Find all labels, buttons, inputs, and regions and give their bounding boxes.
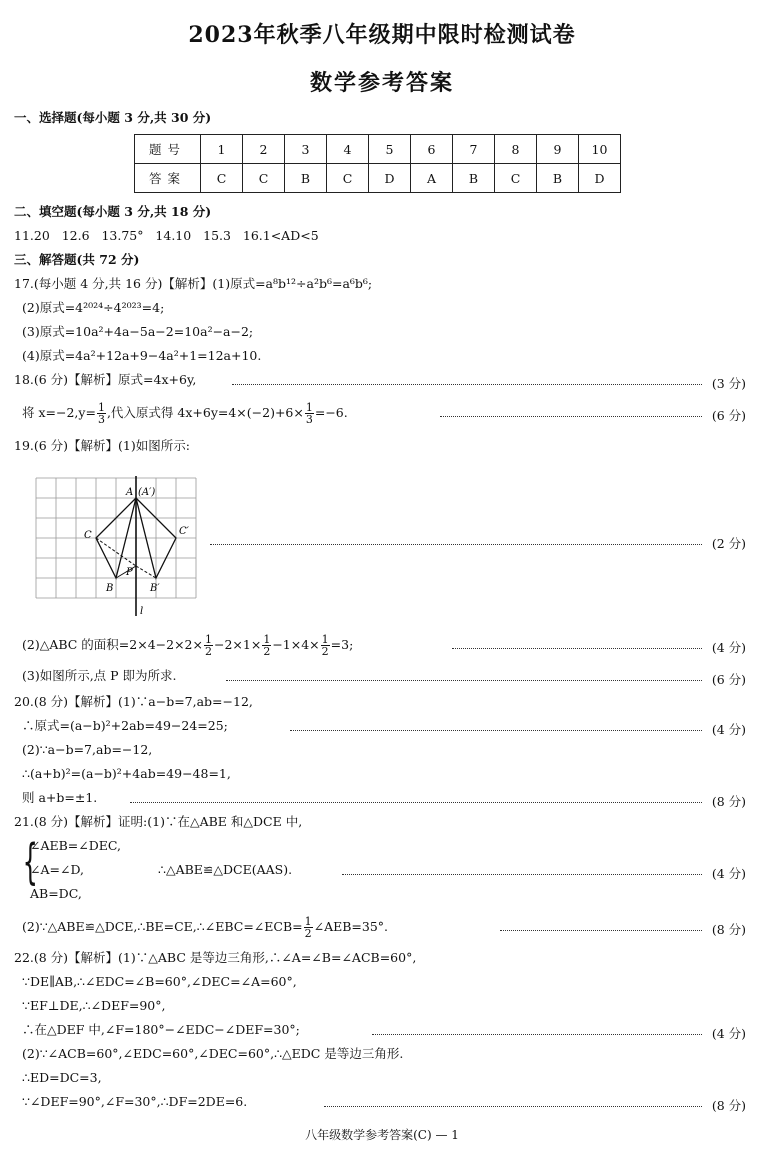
page-subtitle: 数学参考答案 bbox=[309, 70, 454, 96]
fraction-one-half bbox=[204, 634, 213, 657]
q17-line1: 17.(每小题 4 分,共 16 分)【解析】(1)原式=a⁸b¹²÷a²b⁶=a⁶b⁶; bbox=[14, 276, 373, 291]
dotted-leader bbox=[290, 730, 702, 731]
fraction-numerator: 1 bbox=[204, 633, 212, 646]
fraction-denominator: 2 bbox=[321, 645, 329, 658]
q21-line2 bbox=[22, 916, 388, 939]
q22-line1: 22.(8 分)【解析】(1)∵△ABC 是等边三角形,∴∠A=∠B=∠ACB=60°, bbox=[14, 950, 417, 965]
score-marker: (4 分) bbox=[711, 722, 746, 737]
fraction-denominator: 3 bbox=[97, 413, 105, 426]
question-number-cell: 5 bbox=[369, 135, 411, 164]
score-marker: (6 分) bbox=[711, 672, 746, 687]
q22-line6: ∴ED=DC=3, bbox=[22, 1070, 102, 1085]
q17-line3: (3)原式=10a²+4a−5a−2=10a²−a−2; bbox=[22, 324, 254, 339]
fraction-one-half bbox=[321, 634, 330, 657]
fraction-one-half bbox=[304, 916, 313, 939]
label-a-prime: (A′) bbox=[138, 487, 156, 498]
answer-cell: C bbox=[243, 164, 285, 193]
answer-cell: B bbox=[537, 164, 579, 193]
score-marker: (8 分) bbox=[711, 922, 746, 937]
table-header-cell: 答案 bbox=[135, 164, 201, 193]
section2-title: 二、填空题(每小题 3 分,共 18 分) bbox=[14, 204, 212, 219]
dotted-leader bbox=[226, 680, 702, 681]
q20-line1: 20.(8 分)【解析】(1)∵a−b=7,ab=−12, bbox=[14, 694, 253, 709]
q18-line2-part-b: ,代入原式得 4x+6y=4×(−2)+6× bbox=[106, 405, 304, 420]
q20-line3: (2)∵a−b=7,ab=−12, bbox=[22, 742, 153, 757]
question-number-cell: 3 bbox=[285, 135, 327, 164]
fraction-denominator: 2 bbox=[304, 927, 312, 940]
dotted-leader bbox=[342, 874, 702, 875]
q21-line2-part-a: (2)∵△ABE≌△DCE,∴BE=CE,∴∠EBC=∠ECB= bbox=[22, 919, 303, 934]
dotted-leader bbox=[210, 544, 702, 545]
q17-line4: (4)原式=4a²+12a+9−4a²+1=12a+10. bbox=[22, 348, 262, 363]
q21-condition-1: ∠AEB=∠DEC, bbox=[30, 838, 121, 853]
dotted-leader bbox=[452, 648, 702, 649]
q18-line2-part-c: =−6. bbox=[314, 405, 348, 420]
q21-condition-3: AB=DC, bbox=[30, 886, 82, 901]
question-number-cell: 8 bbox=[495, 135, 537, 164]
page-title: 2023年秋季八年级期中限时检测试卷 bbox=[188, 22, 576, 48]
label-l: l bbox=[140, 606, 144, 617]
table-row bbox=[135, 135, 621, 164]
fill-blank-answers: 11.20 12.6 13.75° 14.10 15.3 16.1<AD<5 bbox=[14, 228, 319, 243]
q21-line2-part-b: ∠AEB=35°. bbox=[313, 919, 389, 934]
label-a: A bbox=[126, 487, 134, 498]
q19-line2-part-c: −1×4× bbox=[272, 637, 320, 652]
fraction-denominator: 3 bbox=[305, 413, 313, 426]
q22-line2: ∵DE∥AB,∴∠EDC=∠B=60°,∠DEC=∠A=60°, bbox=[22, 974, 297, 989]
dotted-leader bbox=[372, 1034, 702, 1035]
table-header-cell: 题号 bbox=[135, 135, 201, 164]
answer-cell: B bbox=[453, 164, 495, 193]
question-number-cell: 4 bbox=[327, 135, 369, 164]
system-brace-icon: { bbox=[22, 834, 38, 890]
q21-line1: 21.(8 分)【解析】证明:(1)∵在△ABE 和△DCE 中, bbox=[14, 814, 303, 829]
fraction-one-third bbox=[97, 402, 106, 425]
question-number-cell: 6 bbox=[411, 135, 453, 164]
section1-title: 一、选择题(每小题 3 分,共 30 分) bbox=[14, 110, 212, 125]
label-b: B bbox=[106, 583, 114, 594]
dotted-leader bbox=[500, 930, 702, 931]
q20-line2: ∴原式=(a−b)²+2ab=49−24=25; bbox=[22, 718, 228, 733]
fraction-numerator: 1 bbox=[305, 401, 313, 414]
label-b-prime: B′ bbox=[150, 583, 160, 594]
score-marker: (4 分) bbox=[711, 866, 746, 881]
fraction-one-half bbox=[262, 634, 271, 657]
score-marker: (2 分) bbox=[711, 536, 746, 551]
answer-cell: D bbox=[579, 164, 621, 193]
answer-cell: D bbox=[369, 164, 411, 193]
fraction-numerator: 1 bbox=[97, 401, 105, 414]
question-number-cell: 9 bbox=[537, 135, 579, 164]
answer-cell: A bbox=[411, 164, 453, 193]
score-marker: (3 分) bbox=[711, 376, 746, 391]
answer-cell: C bbox=[201, 164, 243, 193]
fraction-denominator: 2 bbox=[263, 645, 271, 658]
score-marker: (6 分) bbox=[711, 408, 746, 423]
fraction-one-third bbox=[305, 402, 314, 425]
fraction-numerator: 1 bbox=[263, 633, 271, 646]
q17-line2: (2)原式=4²⁰²⁴÷4²⁰²³=4; bbox=[22, 300, 165, 315]
score-marker: (4 分) bbox=[711, 640, 746, 655]
q19-line2-part-b: −2×1× bbox=[213, 637, 262, 652]
q21-conclusion: ∴△ABE≌△DCE(AAS). bbox=[158, 862, 293, 877]
q19-line2-part-a: (2)△ABC 的面积=2×4−2×2× bbox=[22, 637, 203, 652]
q18-line2-part-a: 将 x=−2,y= bbox=[22, 405, 96, 420]
q22-line5: (2)∵∠ACB=60°,∠EDC=60°,∠DEC=60°,∴△EDC 是等边三角形. bbox=[22, 1046, 404, 1061]
dotted-leader bbox=[324, 1106, 702, 1107]
label-c-prime: C′ bbox=[179, 526, 189, 537]
label-c: C bbox=[84, 530, 92, 541]
question-number-cell: 10 bbox=[579, 135, 621, 164]
q19-line3: (3)如图所示,点 P 即为所求. bbox=[22, 668, 177, 683]
label-p: P bbox=[126, 567, 133, 578]
q21-condition-2: ∠A=∠D, bbox=[30, 862, 84, 877]
question-number-cell: 2 bbox=[243, 135, 285, 164]
answer-cell: C bbox=[495, 164, 537, 193]
q22-line4: ∴在△DEF 中,∠F=180°−∠EDC−∠DEF=30°; bbox=[22, 1022, 300, 1037]
answer-cell: C bbox=[327, 164, 369, 193]
q19-line2-part-d: =3; bbox=[330, 637, 354, 652]
answer-cell: B bbox=[285, 164, 327, 193]
choice-answer-table bbox=[134, 134, 621, 193]
q22-line3: ∵EF⊥DE,∴∠DEF=90°, bbox=[22, 998, 166, 1013]
page-footer: 八年级数学参考答案(C) — 1 bbox=[305, 1128, 459, 1142]
score-marker: (4 分) bbox=[711, 1026, 746, 1041]
question-number-cell: 1 bbox=[201, 135, 243, 164]
grid-lines bbox=[36, 478, 196, 598]
dotted-leader bbox=[130, 802, 702, 803]
grid-figure bbox=[34, 476, 204, 618]
dotted-leader bbox=[232, 384, 702, 385]
table-row bbox=[135, 164, 621, 193]
fraction-numerator: 1 bbox=[304, 915, 312, 928]
q20-line5: 则 a+b=±1. bbox=[22, 790, 98, 805]
q20-line4: ∴(a+b)²=(a−b)²+4ab=49−48=1, bbox=[22, 766, 231, 781]
q18-line1: 18.(6 分)【解析】原式=4x+6y, bbox=[14, 372, 197, 387]
q18-line2 bbox=[22, 402, 348, 425]
q19-line1: 19.(6 分)【解析】(1)如图所示: bbox=[14, 438, 190, 453]
q22-line7: ∵∠DEF=90°,∠F=30°,∴DF=2DE=6. bbox=[22, 1094, 248, 1109]
fraction-denominator: 2 bbox=[204, 645, 212, 658]
dotted-leader bbox=[440, 416, 702, 417]
section3-title: 三、解答题(共 72 分) bbox=[14, 252, 140, 267]
question-number-cell: 7 bbox=[453, 135, 495, 164]
score-marker: (8 分) bbox=[711, 1098, 746, 1113]
score-marker: (8 分) bbox=[711, 794, 746, 809]
fraction-numerator: 1 bbox=[321, 633, 329, 646]
q19-line2 bbox=[22, 634, 353, 657]
